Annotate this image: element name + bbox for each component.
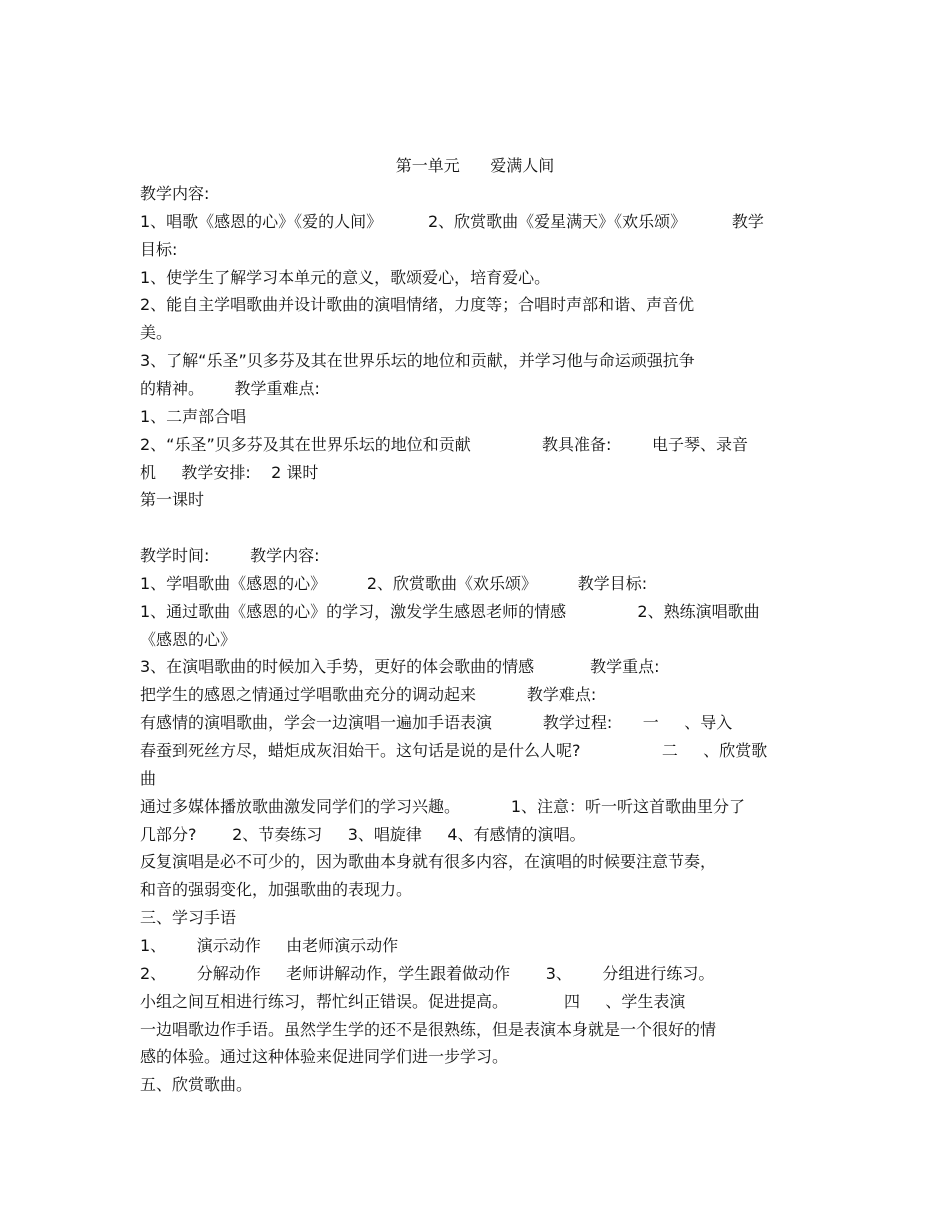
text-line: 1、通过歌曲《感恩的心》的学习，激发学生感恩老师的情感 2、熟练演唱歌曲 [140,602,760,621]
text-line: 通过多媒体播放歌曲激发同学们的学习兴趣。 1、注意：听一听这首歌曲里分了 [140,797,746,816]
text-line: 第一课时 [140,490,205,509]
text-line: 教学内容: [140,184,210,203]
text-line: 五、欣赏歌曲。 [140,1075,253,1094]
text-line: 和音的强弱变化，加强歌曲的表现力。 [140,880,413,899]
text-line: 2、 分解动作 老师讲解动作，学生跟着做动作 3、 分组进行练习。 [140,964,715,983]
text-line: 把学生的感恩之情通过学唱歌曲充分的调动起来 教学难点: [140,685,597,704]
text-line: 1、学唱歌曲《感恩的心》 2、欣赏歌曲《欢乐颂》 教学目标: [140,574,648,593]
text-line: 的精神。 教学重难点: [140,379,320,398]
text-line: 有感情的演唱歌曲，学会一边演唱一遍加手语表演 教学过程: 一 、导入 [140,713,733,732]
text-line: 教学时间: 教学内容: [140,546,320,565]
text-line: 反复演唱是必不可少的，因为歌曲本身就有很多内容，在演唱的时候要注意节奏， [140,852,717,871]
text-line: 春蚕到死丝方尽，蜡炬成灰泪始干。这句话是说的是什么人呢? 二 、欣赏歌 [140,741,768,760]
text-line: 《感恩的心》 [140,630,237,649]
text-line: 1、 演示动作 由老师演示动作 [140,936,399,955]
text-line: 2、能自主学唱歌曲并设计歌曲的演唱情绪，力度等；合唱时声部和谐、声音优 [140,295,695,314]
text-line: 美。 [140,323,173,342]
text-line: 几部分? 2、节奏练习 3、唱旋律 4、有感情的演唱。 [140,825,586,844]
page-title: 第一单元 爱满人间 [395,156,555,175]
text-line: 3、在演唱歌曲的时候加入手势，更好的体会歌曲的情感 教学重点: [140,657,660,676]
text-line: 1、唱歌《感恩的心》《爱的人间》 2、欣赏歌曲《爱星满天》《欢乐颂》 教学 [140,212,764,231]
text-line: 小组之间互相进行练习，帮忙纠正错误。促进提高。 四 、学生表演 [140,992,686,1011]
text-line: 1、二声部合唱 [140,407,247,426]
text-line: 1、使学生了解学习本单元的意义，歌颂爱心，培育爱心。 [140,268,551,287]
text-line: 曲 [140,769,157,788]
text-line: 3、了解“乐圣”贝多芬及其在世界乐坛的地位和贡献，并学习他与命运顽强抗争 [140,351,695,370]
text-line: 一边唱歌边作手语。虽然学生学的还不是很熟练，但是表演本身就是一个很好的情 [140,1020,717,1039]
text-line: 机 教学安排: 2 课时 [140,463,319,482]
text-line: 感的体验。通过这种体验来促进同学们进一步学习。 [140,1047,509,1066]
text-line: 2、“乐圣”贝多芬及其在世界乐坛的地位和贡献 教具准备: 电子琴、录音 [140,435,749,454]
text-line: 目标: [140,240,178,259]
text-line: 三、学习手语 [140,908,237,927]
